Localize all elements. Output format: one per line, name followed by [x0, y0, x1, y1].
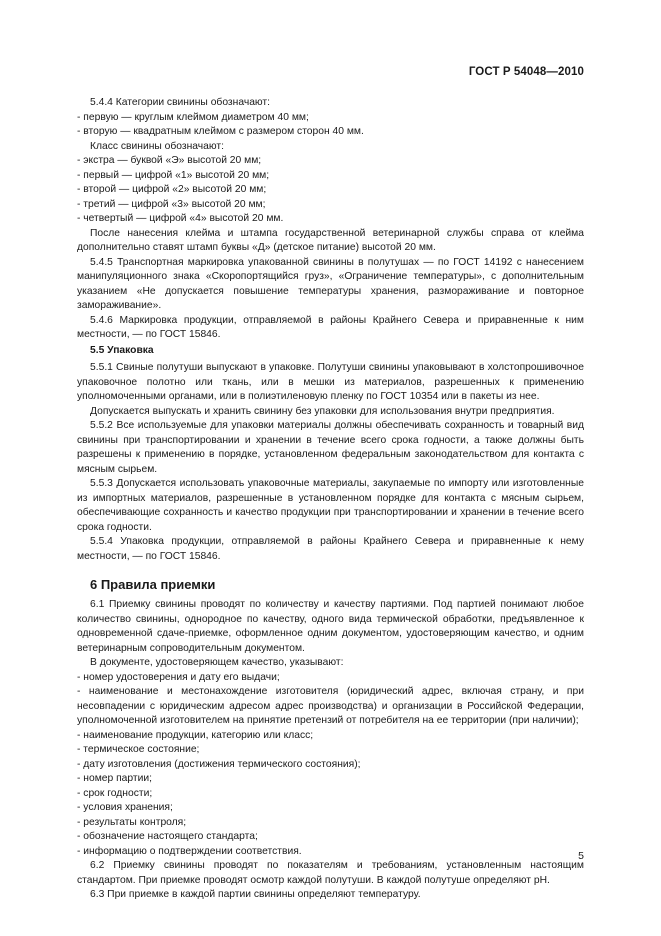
- list-item: - результаты контроля;: [77, 816, 187, 828]
- paragraph: Допускается выпускать и хранить свинину без упаковки для использования внутри предприятия.: [90, 405, 555, 417]
- standard-header: ГОСТ Р 54048—2010: [468, 66, 584, 78]
- list-item: - третий — цифрой «3» высотой 20 мм;: [77, 198, 266, 210]
- list-item: - информацию о подтверждении соответствия.: [77, 845, 302, 857]
- page-content: [77, 96, 584, 903]
- list-item: - номер партии;: [77, 773, 152, 784]
- list-item: - вторую — квадратным клеймом с размером сторон 40 мм.: [77, 126, 364, 137]
- clause-5-5-3: 5.5.3 Допускается использовать упаковочные материалы, закупаемые по импорту или изготовленные из импортных материалов, разрешенные в установленном порядке для контакта с мясным сырьем, обеспечивающие сохранность и качество продукции при транспортировании и хранении в течение всего срока годности.: [77, 478, 584, 533]
- clause-6-1: 6.1 Приемку свинины проводят по количеству и качеству партиями. Под партией понимают любое количество свинины, однородное по качеству, одного вида термической обработки, предъявленное к одновременной сдаче-приемке, оформленное одним документом, удостоверяющим качество, и одним ветеринарным сопроводительным документом.: [77, 599, 584, 654]
- list-item: - экстра — буквой «Э» высотой 20 мм;: [77, 155, 262, 166]
- clause-6-2: 6.2 Приемку свинины проводят по показателям и требованиям, установленным настоящим стандартом. При приемке проводят осмотр каждой полутуши. В каждой полутуше определяют pH.: [77, 860, 584, 886]
- clause-6-3: 6.3 При приемке в каждой партии свинины определяют температуру.: [90, 889, 421, 900]
- list-item: - наименование и местонахождение изготовителя (юридический адрес, включая страну, и при несовпадении с юридическим адресом адрес производства) и организации в Российской Федерации, уполномоченной изготовителем на принятие претензий от потребителя на ее территории (при наличии);: [77, 686, 584, 726]
- clause-5-5-1: 5.5.1 Свиные полутуши выпускают в упаковке. Полутуши свинины упаковывают в холстопрошивочное упаковочное полотно или ткань, или в мешки из материалов, разрешенных к применению уполномоченными органами, или в полиэтиленовую пленку по ГОСТ 10354 или в пакеты из нее.: [77, 362, 584, 402]
- doc-intro: В документе, удостоверяющем качество, указывают:: [90, 657, 344, 668]
- list-item: - наименование продукции, категорию или класс;: [77, 729, 314, 741]
- page-number: 5: [578, 850, 584, 862]
- list-item: - четвертый — цифрой «4» высотой 20 мм.: [77, 213, 284, 224]
- list-item: - номер удостоверения и дату его выдачи;: [77, 671, 280, 683]
- clause-5-4-4-intro: 5.4.4 Категории свинины обозначают:: [90, 97, 270, 108]
- section-heading-5-5: 5.5 Упаковка: [90, 344, 154, 356]
- clause-5-4-5: 5.4.5 Транспортная маркировка упакованной свинины в полутушах — по ГОСТ 14192 с нанесением манипуляционного знака «Скоропортящийся груз», «Ограничение температуры», с дополнительным указанием «Не допускается повышение температуры хранения, размораживание и повторное замораживание».: [77, 256, 584, 311]
- class-intro: Класс свинины обозначают:: [90, 140, 224, 152]
- paragraph: После нанесения клейма и штампа государственной ветеринарной службы справа от клейма дополнительно ставят штамп буквы «Д» (детское питание) высотой 20 мм.: [77, 227, 584, 253]
- list-item: - первый — цифрой «1» высотой 20 мм;: [77, 169, 270, 181]
- section-heading-6: 6 Правила приемки: [90, 577, 216, 592]
- clause-5-5-4: 5.5.4 Упаковка продукции, отправляемой в районы Крайнего Севера и приравненные к нему местности, — по ГОСТ 15846.: [77, 536, 584, 562]
- list-item: - термическое состояние;: [77, 744, 200, 755]
- list-item: - первую — круглым клеймом диаметром 40 мм;: [77, 111, 309, 123]
- clause-5-5-2: 5.5.2 Все используемые для упаковки материалы должны обеспечивать сохранность и товарный вид свинины при транспортировании и хранении в течение всего срока годности, а также должны быть разрешены к применению в порядке, установленном федеральным законодательством для контакта с мясным сырьем.: [77, 420, 584, 475]
- list-item: - условия хранения;: [77, 802, 173, 813]
- list-item: - второй — цифрой «2» высотой 20 мм;: [77, 184, 267, 195]
- list-item: - срок годности;: [77, 787, 153, 799]
- list-item: - дату изготовления (достижения термического состояния);: [77, 758, 361, 770]
- clause-5-4-6: 5.4.6 Маркировка продукции, отправляемой в районы Крайнего Севера и приравненные к ним местности, — по ГОСТ 15846.: [77, 314, 584, 340]
- list-item: - обозначение настоящего стандарта;: [77, 831, 258, 842]
